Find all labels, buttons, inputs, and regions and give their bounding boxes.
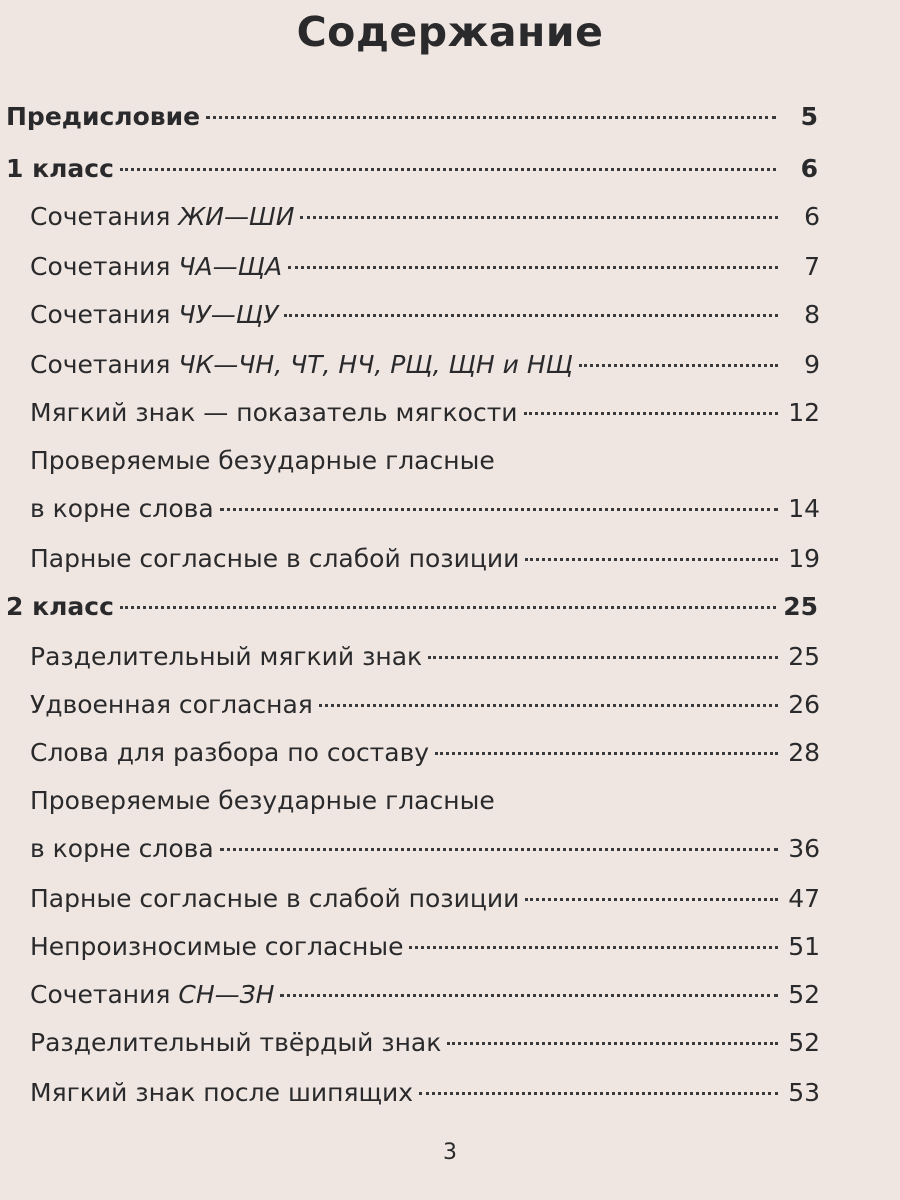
toc-entry-title: Парные согласные в слабой позиции <box>30 884 520 913</box>
dot-leader <box>206 116 776 119</box>
toc-page-number: 14 <box>788 494 820 523</box>
toc-entry-title: Мягкий знак — показатель мягкости <box>30 398 518 427</box>
toc-entry <box>30 1078 820 1128</box>
toc-entry-title: Разделительный твёрдый знак <box>30 1028 442 1057</box>
toc-page-number: 53 <box>788 1078 820 1107</box>
toc-page-number: 25 <box>788 642 820 671</box>
dot-leader <box>524 412 779 415</box>
toc-page-number: 5 <box>800 102 818 131</box>
toc-page-number: 6 <box>804 202 820 231</box>
dot-leader <box>579 364 778 367</box>
toc-entry <box>30 202 820 252</box>
toc-entry <box>30 252 820 302</box>
toc-section <box>6 154 818 204</box>
toc-section <box>6 592 818 642</box>
toc-entry <box>30 300 820 350</box>
toc-page-number: 9 <box>804 350 820 379</box>
toc-entry-title: Сочетания ЖИ—ШИ <box>30 202 295 231</box>
dot-leader <box>525 558 778 561</box>
dot-leader <box>284 314 778 317</box>
toc-entry <box>30 980 820 1030</box>
toc-entry <box>30 350 820 400</box>
dot-leader <box>447 1042 778 1045</box>
toc-page-number: 12 <box>788 398 820 427</box>
toc-entry-title: Проверяемые безударные гласные <box>30 446 495 475</box>
page-title: Содержание <box>296 8 604 56</box>
toc-entry <box>30 738 820 788</box>
toc-entry-title: в корне слова <box>30 494 214 523</box>
toc-entry-title: Парные согласные в слабой позиции <box>30 544 520 573</box>
toc-entry <box>30 690 820 740</box>
toc-entry <box>30 932 820 982</box>
toc-entry <box>30 834 820 884</box>
toc-entry-title: в корне слова <box>30 834 214 863</box>
toc-entry <box>30 1028 820 1078</box>
toc-entry-title: Разделительный мягкий знак <box>30 642 423 671</box>
dot-leader <box>300 216 778 219</box>
toc-page-number: 36 <box>788 834 820 863</box>
toc-entry <box>30 494 820 544</box>
toc-entry <box>30 786 820 836</box>
toc-entry <box>30 544 820 594</box>
toc-page-number: 28 <box>788 738 820 767</box>
toc-page-number: 19 <box>788 544 820 573</box>
toc-entry-italic: ЧК—ЧН, ЧТ, НЧ, РЩ, ЩН и НЩ <box>178 350 573 379</box>
toc-entry-italic: СН—ЗН <box>178 980 275 1009</box>
toc-entry-title: 2 класс <box>6 592 114 621</box>
toc-entry-title: Удвоенная согласная <box>30 690 313 719</box>
toc-entry-title: Сочетания ЧК—ЧН, ЧТ, НЧ, РЩ, ЩН и НЩ <box>30 350 573 379</box>
toc-page-number: 52 <box>788 980 820 1009</box>
dot-leader <box>319 704 778 707</box>
toc-entry-title: Мягкий знак после шипящих <box>30 1078 414 1107</box>
dot-leader <box>525 898 778 901</box>
toc-entry-title: 1 класс <box>6 154 114 183</box>
dot-leader <box>280 994 778 997</box>
toc-page-number: 52 <box>788 1028 820 1057</box>
toc-entry <box>30 398 820 448</box>
toc-page-number: 51 <box>788 932 820 961</box>
toc-entry-title: Сочетания СН—ЗН <box>30 980 275 1009</box>
dot-leader <box>428 656 778 659</box>
dot-leader <box>435 752 778 755</box>
toc-entry-italic: ЖИ—ШИ <box>178 202 295 231</box>
dot-leader <box>409 946 778 949</box>
toc-page-number: 6 <box>800 154 818 183</box>
toc-entry-title: Проверяемые безударные гласные <box>30 786 495 815</box>
toc-entry-title: Сочетания ЧА—ЩА <box>30 252 283 281</box>
toc-entry <box>30 642 820 692</box>
dot-leader <box>220 848 778 851</box>
dot-leader <box>288 266 778 269</box>
toc-page-number: 26 <box>788 690 820 719</box>
toc-section <box>6 102 818 152</box>
toc-entry-italic: ЧУ—ЩУ <box>178 300 279 329</box>
dot-leader <box>120 606 776 609</box>
toc-page-number: 47 <box>788 884 820 913</box>
dot-leader <box>120 168 776 171</box>
toc-page-number: 8 <box>804 300 820 329</box>
dot-leader <box>419 1092 778 1095</box>
page-number: 3 <box>443 1140 457 1165</box>
dot-leader <box>220 508 778 511</box>
toc-entry-title: Непроизносимые согласные <box>30 932 404 961</box>
toc-entry <box>30 446 820 496</box>
toc-entry-title: Сочетания ЧУ—ЩУ <box>30 300 279 329</box>
toc-entry-title: Предисловие <box>6 102 201 131</box>
toc-entry-title: Слова для разбора по составу <box>30 738 430 767</box>
toc-entry <box>30 884 820 934</box>
toc-page-number: 7 <box>804 252 820 281</box>
toc-entry-italic: ЧА—ЩА <box>178 252 283 281</box>
toc-page-number: 25 <box>783 592 818 621</box>
